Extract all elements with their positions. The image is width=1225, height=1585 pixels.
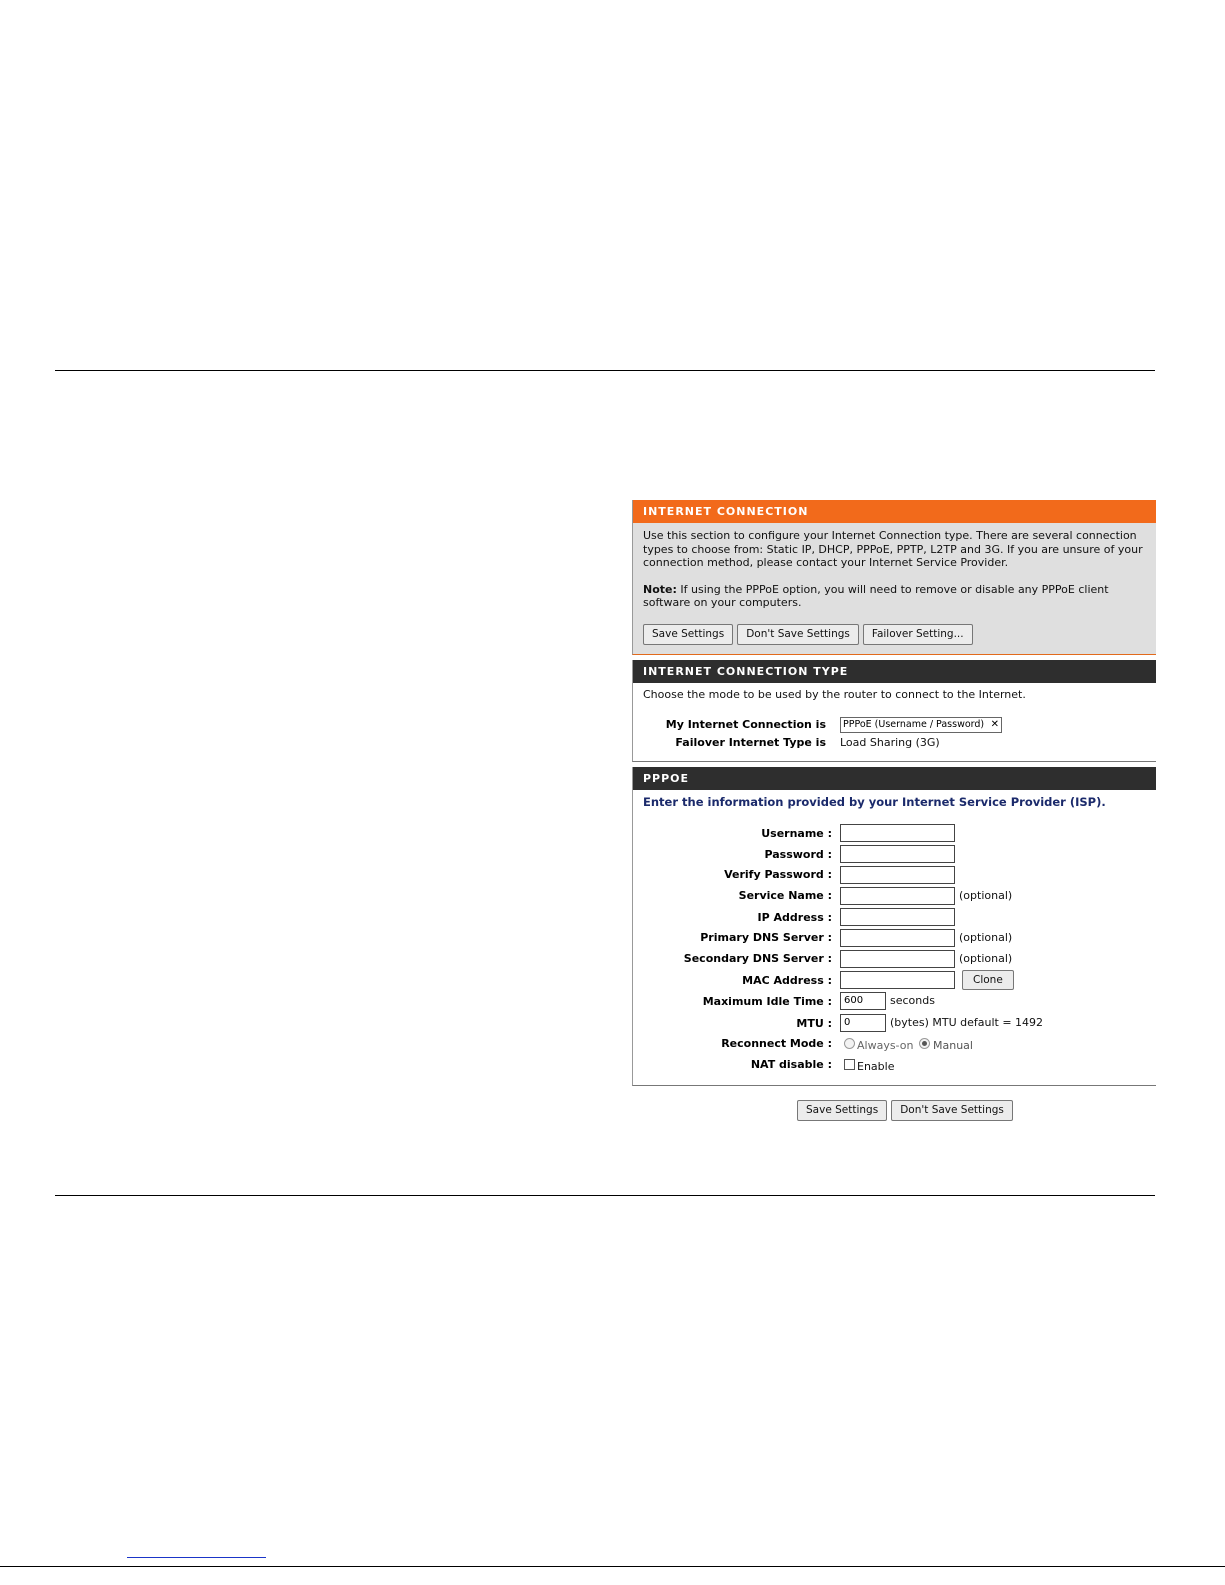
nat-disable-label: NAT disable : bbox=[750, 1058, 832, 1071]
reconnect-manual-label: Manual bbox=[933, 1039, 973, 1052]
save-settings-button[interactable]: Save Settings bbox=[643, 624, 733, 645]
service-name-optional: (optional) bbox=[959, 889, 1013, 902]
internet-connection-header: INTERNET CONNECTION bbox=[633, 500, 1156, 523]
bottom-dont-save-settings-button[interactable]: Don't Save Settings bbox=[891, 1100, 1013, 1121]
reconnect-always-on-radio[interactable] bbox=[844, 1038, 855, 1049]
service-name-label: Service Name : bbox=[738, 889, 832, 902]
bottom-button-row bbox=[797, 1100, 1013, 1121]
max-idle-time-input[interactable]: 600 bbox=[840, 992, 886, 1010]
secondary-dns-input[interactable] bbox=[840, 950, 955, 968]
dont-save-settings-button[interactable]: Don't Save Settings bbox=[737, 624, 859, 645]
password-label: Password : bbox=[764, 848, 832, 861]
failover-type-value: Load Sharing (3G) bbox=[840, 736, 940, 749]
my-connection-label: My Internet Connection is bbox=[665, 718, 826, 731]
page-divider-bottom bbox=[55, 1195, 1155, 1196]
reconnect-mode-label: Reconnect Mode : bbox=[721, 1037, 832, 1050]
reconnect-manual-radio[interactable] bbox=[919, 1038, 930, 1049]
note-text: If using the PPPoE option, you will need to remove or disable any PPPoE client software on your computers. bbox=[643, 582, 1109, 609]
connection-type-selected-value: PPPoE (Username / Password) bbox=[843, 719, 985, 730]
verify-password-input[interactable] bbox=[840, 866, 955, 884]
primary-dns-label: Primary DNS Server : bbox=[700, 931, 832, 944]
chevron-down-icon: ✕ bbox=[990, 719, 999, 730]
footer-link-underline[interactable] bbox=[127, 1557, 266, 1558]
max-idle-time-unit: seconds bbox=[890, 994, 935, 1007]
max-idle-time-label: Maximum Idle Time : bbox=[702, 995, 832, 1008]
internet-connection-note bbox=[643, 583, 1146, 610]
bottom-save-settings-button[interactable]: Save Settings bbox=[797, 1100, 887, 1121]
pppoe-info: Enter the information provided by your Internet Service Provider (ISP). bbox=[643, 795, 1106, 809]
ip-address-input[interactable] bbox=[840, 908, 955, 926]
secondary-dns-label: Secondary DNS Server : bbox=[683, 952, 832, 965]
mtu-default-note: (bytes) MTU default = 1492 bbox=[890, 1016, 1044, 1029]
nat-disable-enable-label: Enable bbox=[857, 1060, 895, 1073]
verify-password-label: Verify Password : bbox=[724, 868, 832, 881]
note-label: Note: bbox=[643, 582, 677, 596]
mtu-input[interactable]: 0 bbox=[840, 1014, 886, 1032]
ip-address-label: IP Address : bbox=[757, 911, 832, 924]
reconnect-always-on-label: Always-on bbox=[857, 1039, 914, 1052]
connection-type-select[interactable] bbox=[840, 717, 1002, 733]
footer-edge-line bbox=[0, 1566, 1225, 1567]
connection-type-header: INTERNET CONNECTION TYPE bbox=[633, 660, 1156, 683]
service-name-input[interactable] bbox=[840, 887, 955, 905]
primary-dns-optional: (optional) bbox=[959, 931, 1013, 944]
primary-dns-input[interactable] bbox=[840, 929, 955, 947]
connection-type-panel bbox=[632, 660, 1156, 762]
pppoe-header: PPPOE bbox=[633, 767, 1156, 790]
failover-setting-button[interactable]: Failover Setting... bbox=[863, 624, 973, 645]
clone-button[interactable]: Clone bbox=[962, 970, 1014, 990]
page-divider-top bbox=[55, 370, 1155, 371]
password-input[interactable] bbox=[840, 845, 955, 863]
mac-address-label: MAC Address : bbox=[742, 974, 832, 987]
mtu-label: MTU : bbox=[796, 1017, 832, 1030]
internet-connection-description: Use this section to configure your Internet Connection type. There are several connection types to choose from: Static IP, DHCP, PPPoE, PPTP, L2TP and 3G. If you are unsure of your connection method, please contact your Internet Service Provider. bbox=[643, 529, 1143, 569]
connection-type-description: Choose the mode to be used by the router to connect to the Internet. bbox=[643, 688, 1026, 701]
username-input[interactable] bbox=[840, 824, 955, 842]
mac-address-input[interactable] bbox=[840, 971, 955, 989]
failover-type-label: Failover Internet Type is bbox=[675, 736, 826, 749]
username-label: Username : bbox=[761, 827, 832, 840]
pppoe-panel bbox=[632, 767, 1156, 1086]
nat-disable-checkbox[interactable] bbox=[844, 1059, 855, 1070]
internet-connection-panel bbox=[632, 500, 1156, 655]
secondary-dns-optional: (optional) bbox=[959, 952, 1013, 965]
